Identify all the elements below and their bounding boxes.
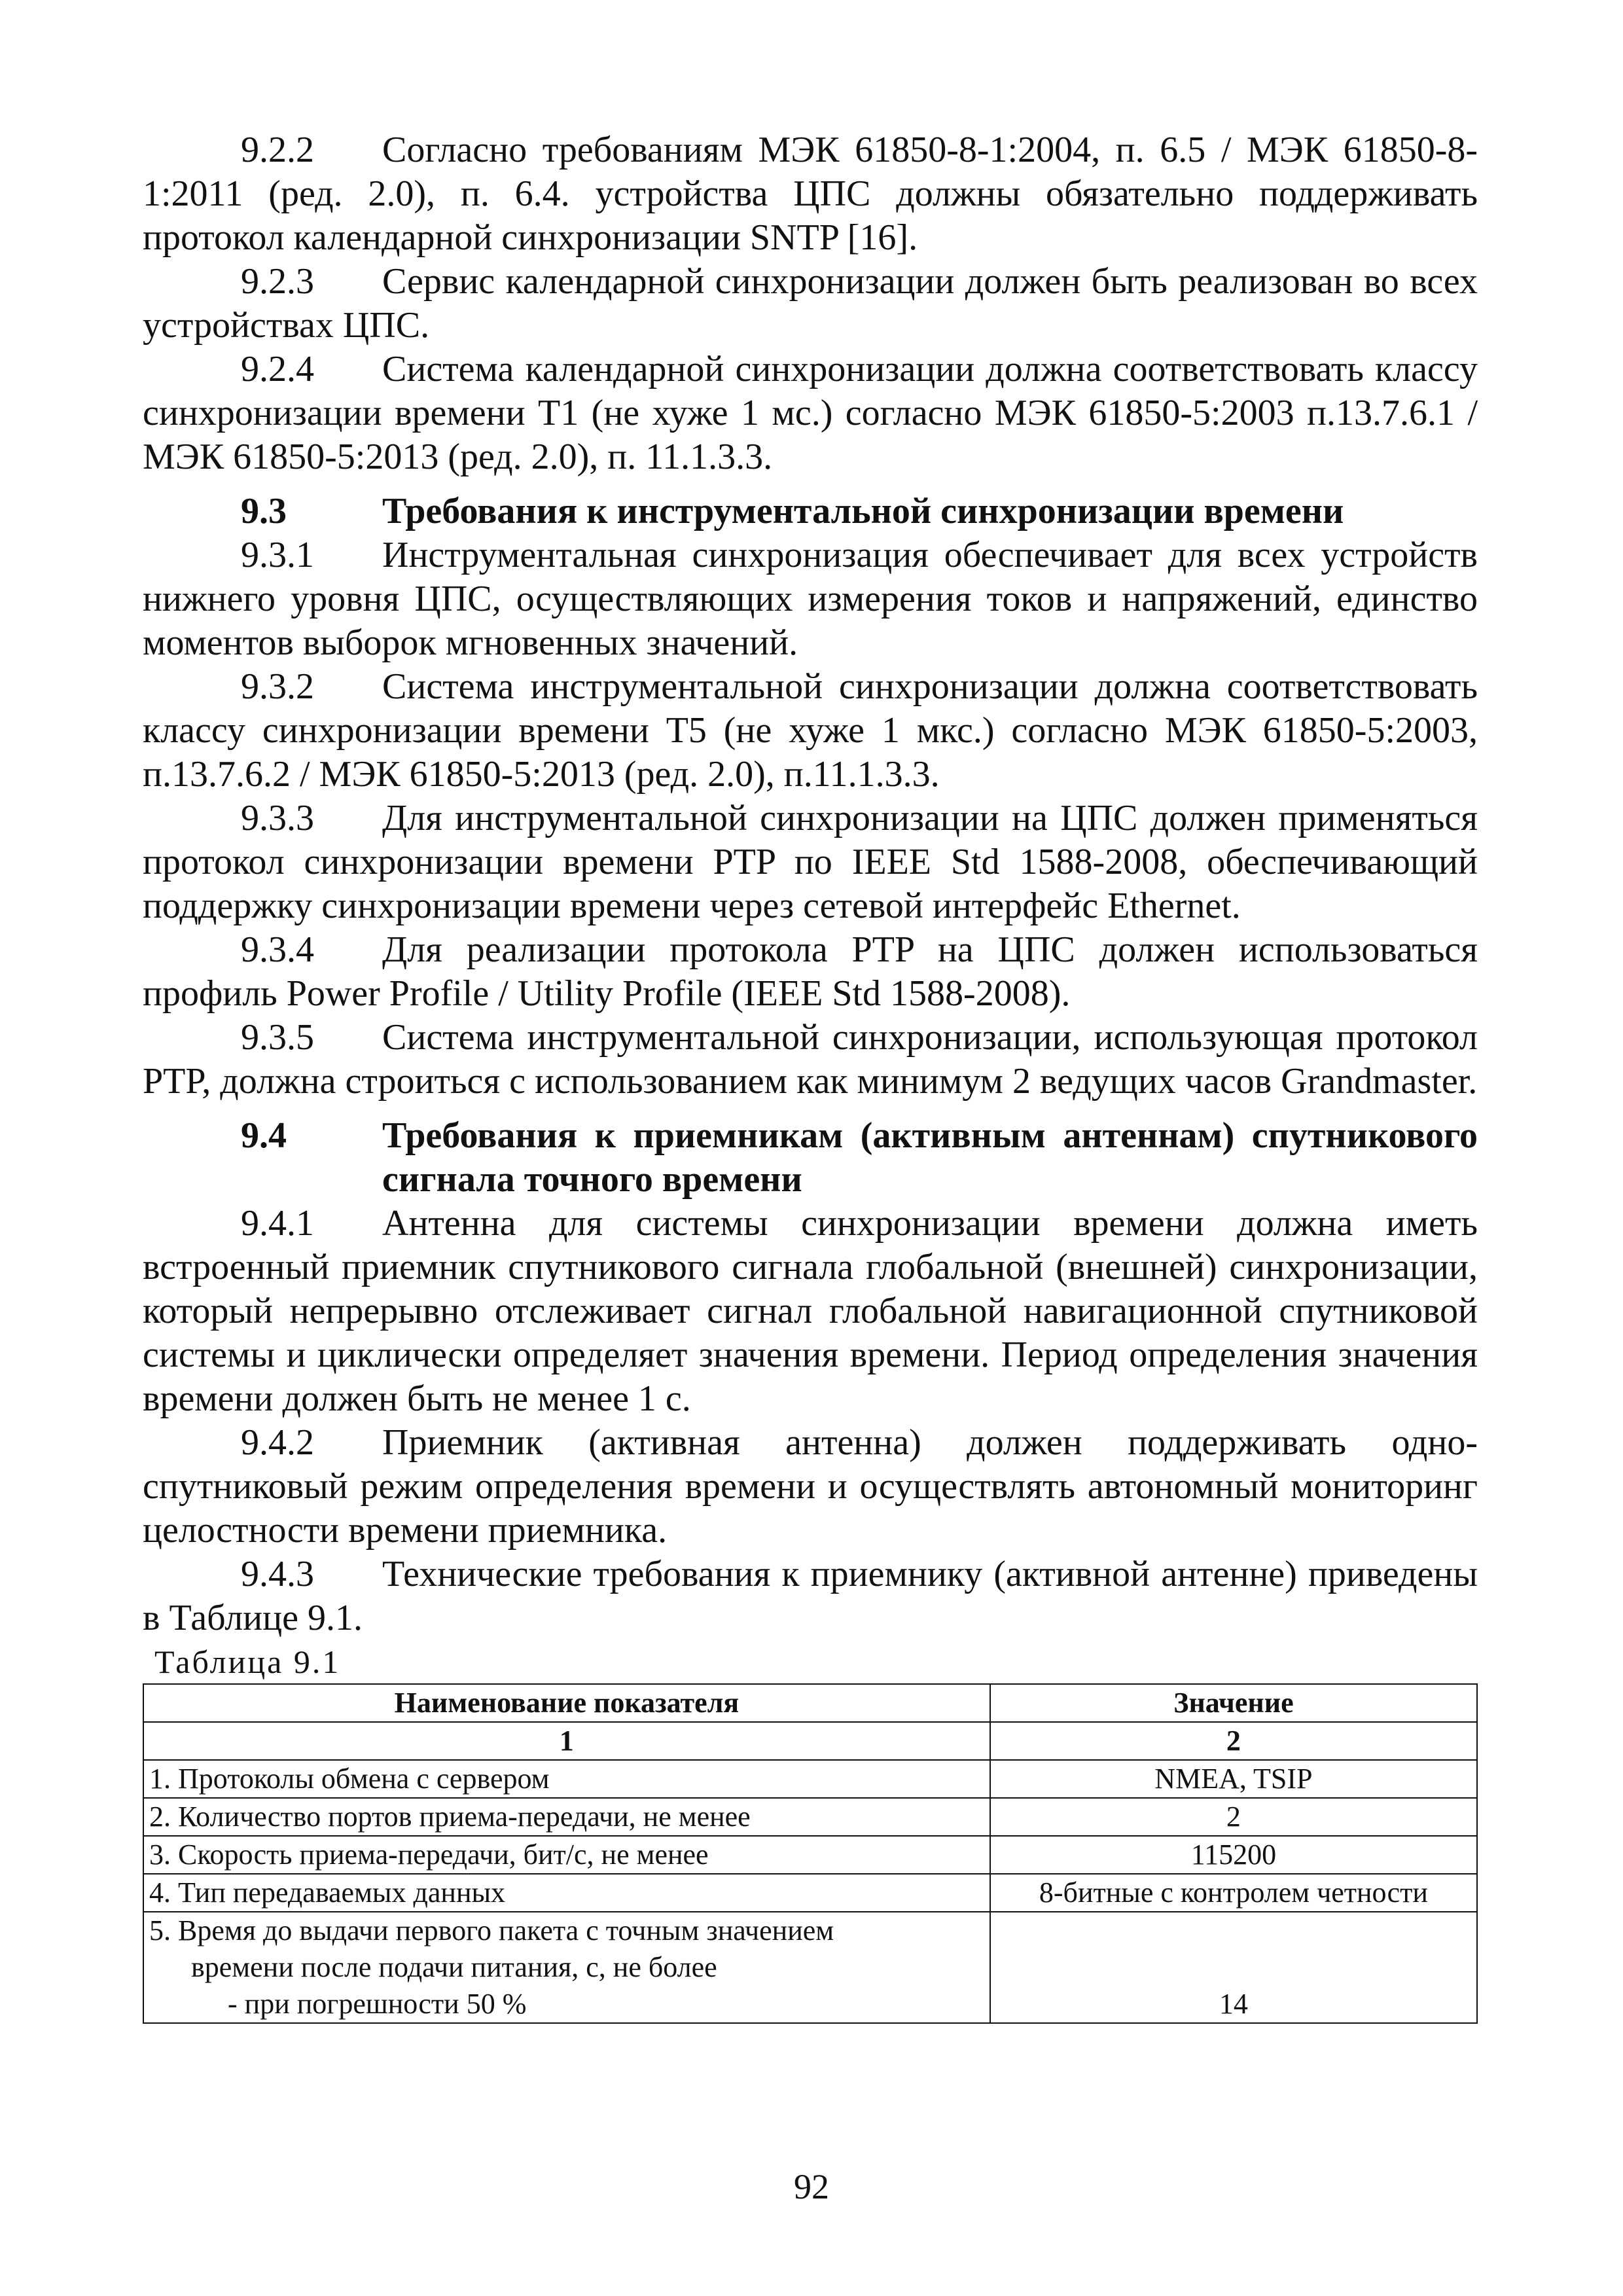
paragraph-text: Приемник (активная антенна) должен поддерживать одно-спутниковый режим определения времени и осуществлять автономный мониторинг целостности времени приемника. (143, 1422, 1478, 1551)
paragraph-number: 9.2.3 (241, 261, 314, 302)
paragraph-number: 9.4.1 (241, 1203, 314, 1244)
paragraph-number: 9.3.4 (241, 929, 314, 970)
section-number: 9.4 (241, 1115, 287, 1156)
table-colnum-2: 2 (990, 1722, 1477, 1760)
paragraph-9-3-2 (143, 665, 1478, 797)
table-row (143, 1912, 1477, 2023)
table-row (143, 1836, 1477, 1874)
paragraph-number: 9.3.1 (241, 535, 314, 575)
paragraph-number: 9.4.3 (241, 1554, 314, 1594)
paragraph-9-3-5 (143, 1016, 1478, 1103)
spec-table (143, 1683, 1478, 2024)
table-header-row (143, 1684, 1477, 1722)
paragraph-text: Технические требования к приемнику (активной антенне) приведены в Таблице 9.1. (143, 1554, 1478, 1638)
section-heading-9-4 (143, 1114, 1478, 1202)
table-header-name: Наименование показателя (143, 1684, 990, 1722)
table-cell-value: NMEA, TSIP (990, 1760, 1477, 1798)
paragraph-9-3-4 (143, 928, 1478, 1016)
table-cell-value: 14 (990, 1912, 1477, 2023)
row5-line2: времени после подачи питания, с, не более (191, 1951, 717, 1983)
paragraph-9-3-1 (143, 533, 1478, 665)
table-header-value: Значение (990, 1684, 1477, 1722)
table-cell-name: 1. Протоколы обмена с сервером (143, 1760, 990, 1798)
row5-line1: 5. Время до выдачи первого пакета с точным значением (149, 1914, 834, 1946)
paragraph-text: Система инструментальной синхронизации, использующая протокол PTP, должна строиться с использованием как минимум 2 ведущих часов Grandmaster. (143, 1017, 1478, 1102)
paragraph-number: 9.3.3 (241, 798, 314, 838)
row5-line3: - при погрешности 50 % (228, 1988, 527, 2020)
table-cell-value: 8-битные с контролем четности (990, 1874, 1477, 1912)
table-colnum-row (143, 1722, 1477, 1760)
paragraph-text: Сервис календарной синхронизации должен быть реализован во всех устройствах ЦПС. (143, 261, 1478, 346)
paragraph-9-4-2 (143, 1421, 1478, 1552)
paragraph-9-2-3 (143, 260, 1478, 348)
paragraph-text: Согласно требованиям МЭК 61850-8-1:2004, п. 6.5 / МЭК 61850-8-1:2011 (ред. 2.0), п. 6.4. устройства ЦПС должны обязательно поддерживать протокол календарной синхронизации SNTP [16]. (143, 130, 1478, 258)
section-title: Требования к инструментальной синхронизации времени (382, 491, 1344, 531)
paragraph-number: 9.4.2 (241, 1422, 314, 1463)
paragraph-9-4-3 (143, 1552, 1478, 1640)
paragraph-number: 9.3.2 (241, 666, 314, 707)
paragraph-text: Система инструментальной синхронизации должна соответствовать классу синхронизации времени T5 (не хуже 1 мкс.) согласно МЭК 61850-5:2003, п.13.7.6.2 / МЭК 61850-5:2013 (ред. 2.0), п.11.1.3.3. (143, 666, 1478, 795)
table-caption: Таблица 9.1 (154, 1643, 341, 1680)
paragraph-text: Для инструментальной синхронизации на ЦПС должен применяться протокол синхронизации времени PTP по IEEE Std 1588-2008, обеспечивающий поддержку синхронизации времени через сетевой интерфейс Ethernet. (143, 798, 1478, 926)
table-cell-name: 4. Тип передаваемых данных (143, 1874, 990, 1912)
paragraph-text: Для реализации протокола PTP на ЦПС должен использоваться профиль Power Profile / Utility Profile (IEEE Std 1588-2008). (143, 929, 1478, 1014)
paragraph-9-2-4 (143, 348, 1478, 479)
table-cell-name: 3. Скорость приема-передачи, бит/с, не менее (143, 1836, 990, 1874)
table-row (143, 1760, 1477, 1798)
paragraph-number: 9.2.4 (241, 349, 314, 389)
paragraph-text: Антенна для системы синхронизации времени должна иметь встроенный приемник спутникового сигнала глобальной (внешней) синхронизации, который непрерывно отслеживает сигнал глобальной навигационной спутниковой системы и циклически определяет значения времени. Период определения значения времени должен быть не менее 1 с. (143, 1203, 1478, 1419)
section-heading-9-3 (143, 490, 1478, 533)
table-cell-name-multiline (143, 1912, 990, 2023)
paragraph-9-3-3 (143, 797, 1478, 928)
table-cell-name: 2. Количество портов приема-передачи, не менее (143, 1798, 990, 1836)
paragraph-9-2-2 (143, 128, 1478, 260)
paragraph-number: 9.3.5 (241, 1017, 314, 1058)
section-title: Требования к приемникам (активным антеннам) спутникового сигнала точного времени (382, 1115, 1478, 1200)
page-number: 92 (794, 2167, 829, 2206)
table-cell-value: 2 (990, 1798, 1477, 1836)
paragraph-text: Инструментальная синхронизация обеспечивает для всех устройств нижнего уровня ЦПС, осуществляющих измерения токов и напряжений, единство моментов выборок мгновенных значений. (143, 535, 1478, 663)
paragraph-9-4-1 (143, 1202, 1478, 1421)
paragraph-text: Система календарной синхронизации должна соответствовать классу синхронизации времени T1 (не хуже 1 мс.) согласно МЭК 61850-5:2003 п.13.7.6.1 / МЭК 61850-5:2013 (ред. 2.0), п. 11.1.3.3. (143, 349, 1478, 477)
table-cell-value: 115200 (990, 1836, 1477, 1874)
table-row (143, 1874, 1477, 1912)
page-content (143, 128, 1478, 2024)
section-number: 9.3 (241, 491, 287, 531)
table-row (143, 1798, 1477, 1836)
table-colnum-1: 1 (143, 1722, 990, 1760)
paragraph-number: 9.2.2 (241, 130, 314, 170)
